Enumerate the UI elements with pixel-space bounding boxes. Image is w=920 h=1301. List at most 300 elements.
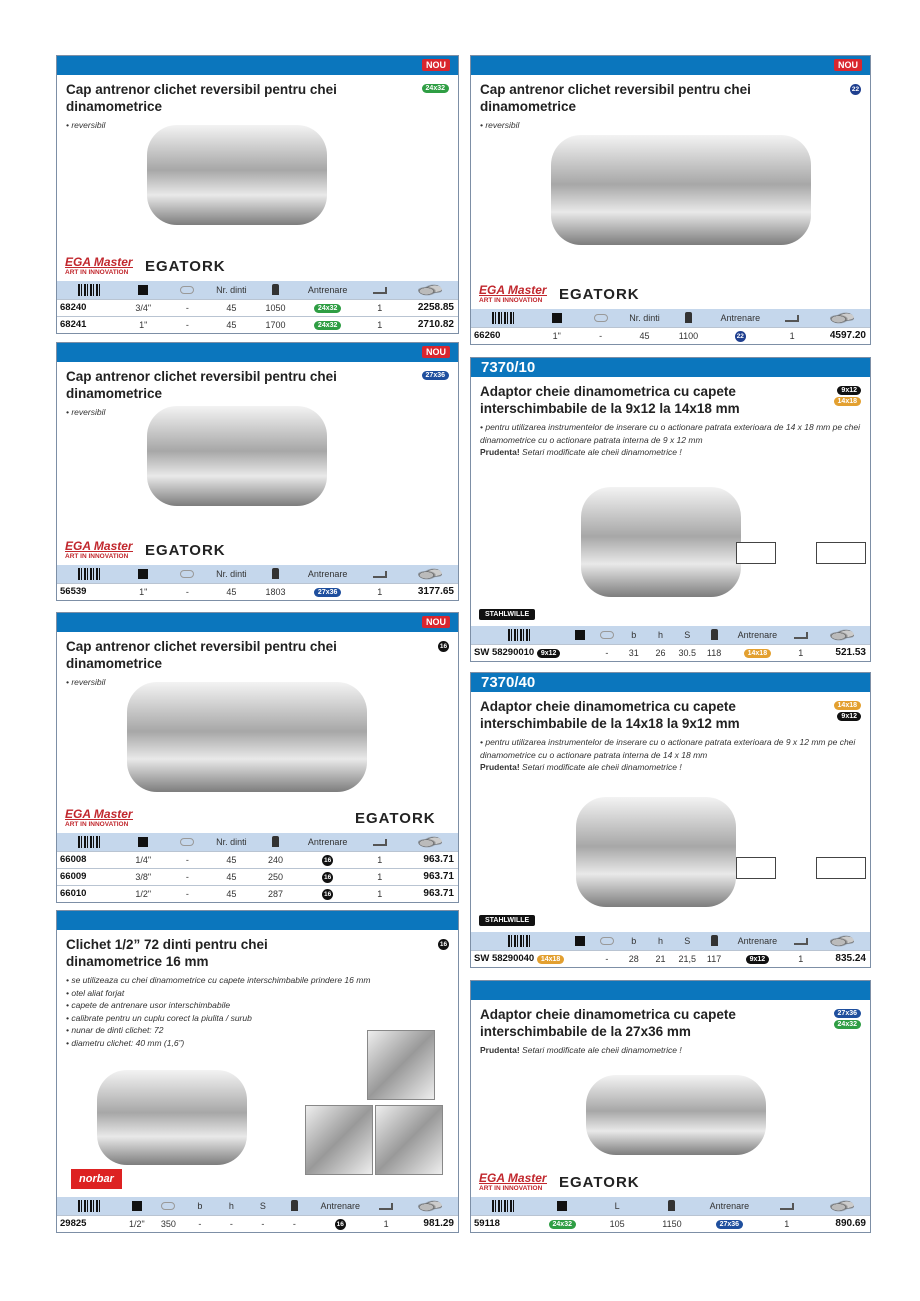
drive-size-badge: 9x12 [837,712,861,721]
panel-body [57,75,458,281]
table-cell: 45 [209,868,253,885]
column-header [471,309,535,327]
table-cell: - [279,1215,311,1232]
price-cell: 981.29 [402,1215,458,1232]
brand-logos [65,253,450,277]
feature-bullet: • diametru clichet: 40 mm (1,6”) [66,1037,185,1048]
product-title: Adaptor cheie dinamometrica cu capete interschimbabile de la 9x12 la 14x18 mm [480,384,740,416]
price-cell: 2258.85 [402,299,458,316]
table-cell: 45 [209,583,253,600]
drive-size-badge: 16 [324,873,332,881]
table-cell: 1700 [253,316,297,333]
column-header [57,833,121,851]
table-cell: 117 [701,950,728,967]
feature-bullet: • nunar de dinti clichet: 72 [66,1025,164,1035]
weight-icon [685,312,692,323]
column-header [57,1197,121,1215]
panel-body [471,377,870,626]
package-quantity-icon [373,839,387,846]
price-coins-icon [418,568,442,580]
column-header [471,1197,535,1215]
table-cell: 1 [370,1215,402,1232]
column-header: Antrenare [710,309,770,327]
column-header: Nr. dinti [209,833,253,851]
square-drive-icon [557,1201,567,1211]
table-cell: 1/2" [121,1215,153,1232]
article-code-text: SW 58290040 [474,953,535,965]
column-header [579,309,623,327]
table-cell [298,316,358,333]
panel-header [57,343,458,362]
product-table [471,1197,870,1232]
drive-size-badge: 16 [439,643,448,650]
drive-size-badge: 14x18 [537,955,564,964]
ega-logo-name: EGA Master [479,1171,547,1185]
table-row[interactable] [57,868,458,885]
weight-icon [668,1200,675,1211]
article-code [471,644,594,661]
table-cell: - [594,950,621,967]
column-header [402,833,458,851]
article-code: 56539 [57,583,121,600]
egatork-logo: EGATORK [145,542,226,559]
chain-icon [180,286,194,294]
price-coins-icon [418,284,442,296]
table-cell: 45 [623,327,667,344]
drive-size-badge: 24x32 [834,1020,861,1029]
table-row[interactable] [57,885,458,902]
panel-body [57,930,458,1197]
barcode-icon [78,1200,100,1212]
article-code: 66010 [57,885,121,902]
table-cell [727,950,787,967]
column-header [471,626,567,644]
chain-icon [594,314,608,322]
dimension-diagram [736,857,776,879]
column-header: h [647,626,674,644]
drive-size-badge: 27x36 [716,1220,743,1229]
feature-bullet: • reversibil [66,120,106,130]
table-cell: 45 [209,316,253,333]
article-code: 68241 [57,316,121,333]
panel-header [57,613,458,632]
ega-logo-name: EGA Master [65,807,133,821]
brand-logos [65,537,450,561]
package-quantity-icon [379,1203,393,1210]
drive-size-badge: 27x36 [422,371,449,380]
package-quantity-icon [794,632,808,639]
column-header [121,1197,153,1215]
column-header [787,932,814,950]
column-header [165,833,209,851]
column-header [814,626,870,644]
column-header [594,932,621,950]
column-header [279,1197,311,1215]
price-cell: 2710.82 [402,316,458,333]
badge-group [834,701,861,721]
column-header [57,565,121,583]
table-cell: - [247,1215,279,1232]
drive-size-badge: 16 [324,890,332,898]
ega-logo-name: EGA Master [65,255,133,269]
brand-logos [479,281,862,305]
table-cell: 28 [620,950,647,967]
egatork-logo: EGATORK [145,258,226,275]
table-cell: 1 [787,950,814,967]
feature-bullet: • reversibil [66,407,106,417]
column-header [567,626,594,644]
square-drive-icon [138,285,148,295]
badge-group [438,939,449,950]
column-header [814,309,870,327]
table-cell: 45 [209,851,253,868]
product-title: Clichet 1/2” 72 dinti pentru chei dinamometrice 16 mm [66,937,268,969]
product-thumbnail [305,1105,373,1175]
ega-logo-tagline: ART IN INNOVATION [65,267,133,277]
product-table [57,281,458,333]
feature-bullet: • pentru utilizarea instrumentelor de inserare cu o actionare patrata exterioara de 14 x 18 mm pe chei dinamometrice cu o actionare patrata interna de 9 x 12 mm [480,422,861,445]
product-thumbnail [367,1030,435,1100]
table-cell: - [165,583,209,600]
column-header [253,833,297,851]
chain-icon [600,937,614,945]
product-title: Cap antrenor clichet reversibil pentru chei dinamometrice [66,82,337,114]
new-badge: NOU [834,59,862,71]
column-header [153,1197,185,1215]
price-cell: 3177.65 [402,583,458,600]
product-panel [470,357,871,662]
column-header: S [247,1197,279,1215]
drive-size-badge: 27x36 [314,588,341,597]
panel-header [57,56,458,75]
column-header: Antrenare [727,932,787,950]
product-image [147,125,327,225]
column-header [770,309,814,327]
product-title: Cap antrenor clichet reversibil pentru chei dinamometrice [480,82,751,114]
product-image [551,135,811,245]
drive-size-badge: 24x32 [314,321,341,330]
ega-master-logo [479,1171,547,1193]
weight-icon [272,568,279,579]
dimension-diagram [736,542,776,564]
table-cell: 1150 [645,1215,700,1232]
warning-label: Prudenta! [480,762,520,772]
product-panel [470,980,871,1233]
weight-icon [272,836,279,847]
barcode-icon [78,836,100,848]
article-code: 66008 [57,851,121,868]
warning-label: Prudenta! [480,447,520,457]
badge-group [850,84,861,95]
ega-master-logo [65,539,133,561]
badge-group [834,1009,861,1029]
panel-body [57,632,458,833]
product-table [57,565,458,600]
column-header: b [184,1197,216,1215]
table-cell: 45 [209,885,253,902]
table-cell: 105 [590,1215,645,1232]
price-cell: 835.24 [814,950,870,967]
package-quantity-icon [785,315,799,322]
column-header [402,281,458,299]
price-cell: 890.69 [814,1215,870,1232]
column-header [787,626,814,644]
product-panel [470,55,871,345]
square-drive-icon [552,313,562,323]
drive-size-badge: 24x32 [549,1220,576,1229]
table-cell [699,1215,759,1232]
new-badge: NOU [422,59,450,71]
table-header-row [471,932,870,950]
product-image [97,1070,247,1165]
table-header-row [471,1197,870,1215]
product-title: Adaptor cheie dinamometrica cu capete interschimbabile de la 27x36 mm [480,1007,736,1039]
panel-body [471,1000,870,1197]
egatork-logo: EGATORK [355,810,436,827]
table-cell: - [165,868,209,885]
package-quantity-icon [794,938,808,945]
egatork-logo: EGATORK [559,286,640,303]
table-cell: - [165,316,209,333]
table-cell: 1 [358,885,402,902]
feature-bullet: • se utilizeaza cu chei dinamometrice cu capete interschimbabile prindere 16 mm [66,975,371,985]
feature-bullet: • capete de antrenare usor interschimbabile [66,1000,231,1010]
badge-group [834,386,861,406]
table-cell [298,583,358,600]
table-row[interactable] [57,316,458,333]
square-drive-icon [138,569,148,579]
ega-logo-name: EGA Master [479,283,547,297]
product-table [471,626,870,661]
table-cell: 250 [253,868,297,885]
chain-icon [600,631,614,639]
column-header [701,626,728,644]
column-header: S [674,932,701,950]
column-header [253,281,297,299]
warning-text: Setari modificate ale cheii dinamometrice ! [522,1045,682,1055]
barcode-icon [508,629,530,641]
column-header [358,281,402,299]
badge-group [422,371,449,380]
column-header [535,309,579,327]
weight-icon [272,284,279,295]
table-cell: 350 [153,1215,185,1232]
product-panel [470,672,871,968]
table-cell: 21 [647,950,674,967]
column-header: b [620,932,647,950]
package-quantity-icon [373,571,387,578]
table-cell: 240 [253,851,297,868]
article-code: 29825 [57,1215,121,1232]
column-header [567,932,594,950]
panel-header [471,56,870,75]
chain-icon [180,570,194,578]
table-cell: 1100 [667,327,711,344]
column-header [358,833,402,851]
table-row[interactable] [471,644,870,661]
feature-bullet: • calibrate pentru un cuplu corect la piulita / surub [66,1012,252,1023]
table-header-row [471,309,870,327]
table-cell: - [579,327,623,344]
brand-logos [479,598,862,622]
table-row[interactable] [471,950,870,967]
drive-size-badge: 16 [439,941,448,948]
warning-note [480,1044,862,1057]
price-coins-icon [830,312,854,324]
drive-size-badge: 14x18 [834,397,861,406]
column-header: Nr. dinti [209,565,253,583]
price-cell: 963.71 [402,868,458,885]
drive-size-badge: 14x18 [834,701,861,710]
column-header: h [647,932,674,950]
table-header-row [57,281,458,299]
table-cell: 3/4" [121,299,165,316]
feature-bullet: • reversibil [66,677,106,687]
product-table [471,309,870,344]
panel-body [57,362,458,565]
chain-icon [161,1202,175,1210]
package-quantity-icon [780,1203,794,1210]
table-cell: 1 [358,583,402,600]
product-table [57,833,458,902]
product-panel [56,342,459,601]
product-image [127,682,367,792]
norbar-logo: norbar [71,1169,122,1189]
product-title: Cap antrenor clichet reversibil pentru chei dinamometrice [66,369,337,401]
badge-group [438,641,449,652]
table-cell: 26 [647,644,674,661]
barcode-icon [78,284,100,296]
product-image [581,487,741,597]
panel-header [57,911,458,930]
table-cell [298,885,358,902]
table-cell: 287 [253,885,297,902]
drive-size-badge: 14x18 [744,649,771,658]
panel-header [471,981,870,1000]
drive-size-badge: 9x12 [746,955,770,964]
product-panel [56,910,459,1233]
table-header-row [57,565,458,583]
column-header: h [216,1197,248,1215]
table-cell: - [165,885,209,902]
column-header [121,281,165,299]
drive-size-badge: 24x32 [422,84,449,93]
table-cell [727,644,787,661]
drive-size-badge: 9x12 [837,386,861,395]
price-coins-icon [418,1200,442,1212]
table-cell: 1 [358,316,402,333]
column-header [121,565,165,583]
table-cell: 1/2" [121,885,165,902]
dimension-diagram [816,542,866,564]
table-row[interactable] [57,851,458,868]
price-cell: 4597.20 [814,327,870,344]
table-cell: 30.5 [674,644,701,661]
table-cell: 1/4" [121,851,165,868]
column-header: Antrenare [298,833,358,851]
warning-label: Prudenta! [480,1045,520,1055]
warning-note [480,761,862,774]
table-row[interactable] [57,583,458,600]
egatork-logo: EGATORK [559,1174,640,1191]
table-cell: - [184,1215,216,1232]
ega-master-logo [65,255,133,277]
product-image [576,797,736,907]
table-row[interactable] [471,327,870,344]
feature-bullet: • reversibil [480,120,520,130]
stahlwille-logo: STAHLWILLE [479,915,535,926]
stahlwille-logo: STAHLWILLE [479,609,535,620]
table-cell: 1 [358,299,402,316]
column-header [165,565,209,583]
ega-logo-tagline: ART IN INNOVATION [65,819,133,829]
chain-icon [180,838,194,846]
weight-icon [711,629,718,640]
panel-body [471,75,870,309]
table-cell: 21,5 [674,950,701,967]
article-code: 66260 [471,327,535,344]
warning-note [480,446,862,459]
table-cell: 1" [535,327,579,344]
barcode-icon [492,1200,514,1212]
barcode-icon [492,312,514,324]
column-header [121,833,165,851]
column-header [814,1197,870,1215]
square-drive-icon [132,1201,142,1211]
feature-bullet: • otel aliat forjat [66,987,125,998]
feature-bullet: • pentru utilizarea instrumentelor de inserare cu o actionare patrata exterioara de 9 x 12 mm pe chei dinamometrice cu o actionare patrata interna de 14 x 18 mm [480,737,856,760]
column-header [165,281,209,299]
ega-logo-tagline: ART IN INNOVATION [65,551,133,561]
ega-master-logo [65,807,133,829]
brand-logos [65,805,450,829]
table-cell: 1 [770,327,814,344]
table-row[interactable] [57,299,458,316]
column-header [814,932,870,950]
product-title: Cap antrenor clichet reversibil pentru chei dinamometrice [66,639,337,671]
product-image [147,406,327,506]
table-row[interactable] [57,1215,458,1232]
drive-size-badge: 27x36 [834,1009,861,1018]
new-badge: NOU [422,346,450,358]
price-cell: 963.71 [402,851,458,868]
table-cell: 1 [787,644,814,661]
column-header: Nr. dinti [623,309,667,327]
table-row[interactable] [471,1215,870,1232]
article-code: 59118 [471,1215,535,1232]
article-code: 66009 [57,868,121,885]
product-panel [56,55,459,334]
ega-master-logo [479,283,547,305]
table-cell: 118 [701,644,728,661]
column-header [701,932,728,950]
brand-logos [479,904,862,928]
column-header [471,932,567,950]
column-header: S [674,626,701,644]
table-cell: 1" [121,583,165,600]
table-cell: 1" [121,316,165,333]
table-cell [298,868,358,885]
badge-group [422,84,449,93]
column-header [759,1197,814,1215]
table-cell: 1 [759,1215,814,1232]
price-coins-icon [830,935,854,947]
column-header: Antrenare [699,1197,759,1215]
table-header-row [57,1197,458,1215]
table-cell: - [216,1215,248,1232]
table-cell: 31 [620,644,647,661]
column-header: Antrenare [310,1197,370,1215]
